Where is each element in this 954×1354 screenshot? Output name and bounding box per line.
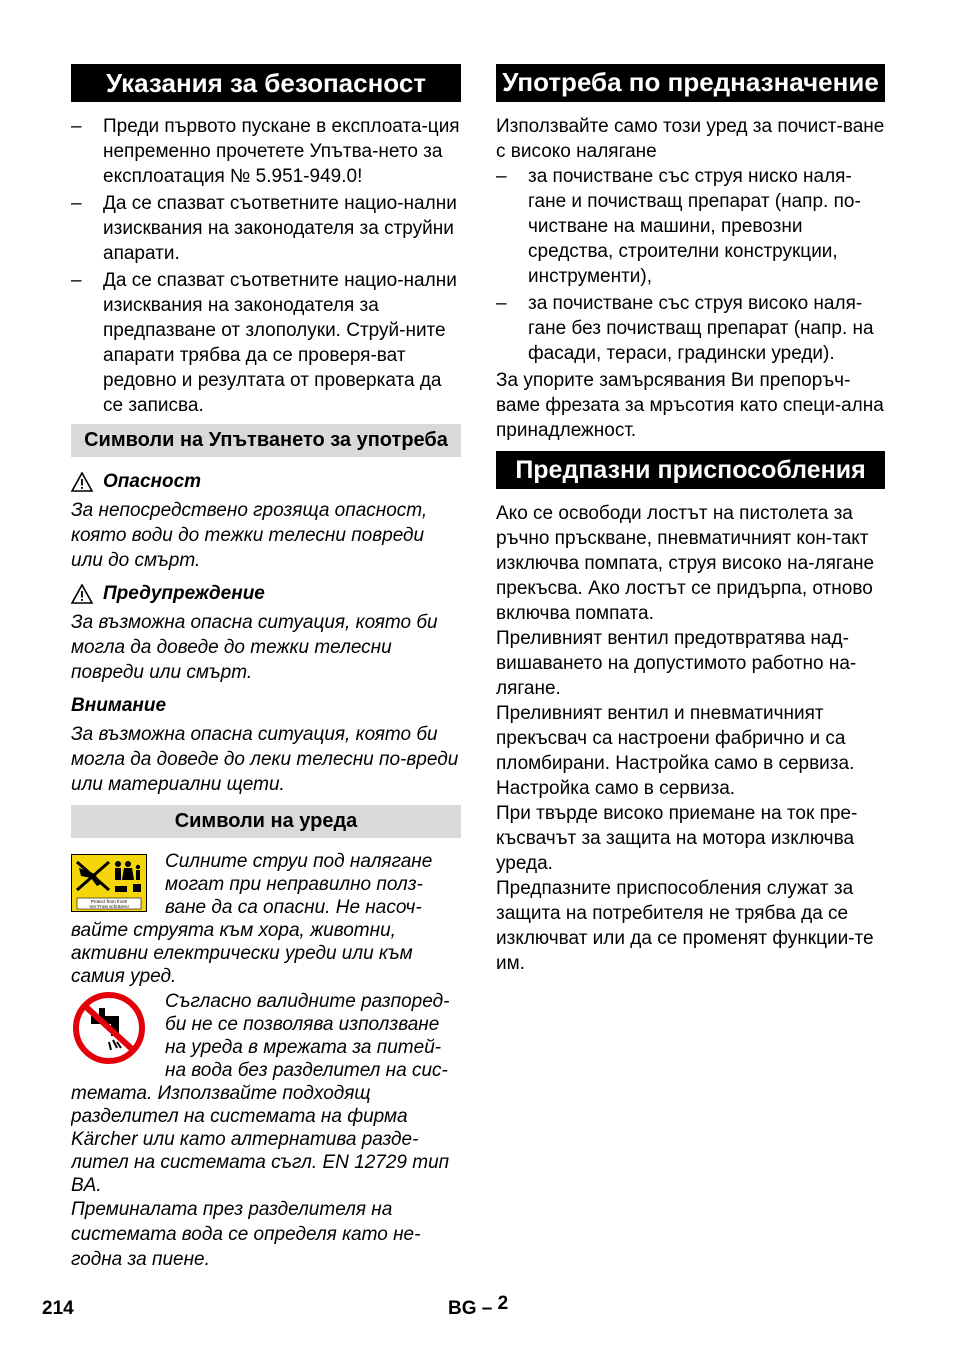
safety-devices-para-2: Преливният вентил предотвратява над-вишаването на допустимото работно на-лягане.: [496, 628, 857, 699]
warning-triangle-icon: [71, 472, 93, 492]
drinking-water-block: [71, 990, 461, 1272]
danger-text: За непосредствено грозяща опасност, която води до тежки телесни повреди или до смърт.: [71, 500, 428, 571]
jet-warning-text: Силните струи под налягане могат при неправилно полз-ване да са опасни. Не насоч-вайте струята към хора, животни, активни електрически уреди или към самия уред.: [71, 851, 433, 987]
safety-devices-para-3: Преливният вентил и пневматичният прекъсвач са настроени фабрично и са пломбирани. Настройка само в сервиза. Настройка само в сервиза.: [496, 703, 855, 799]
list-item: – Да се спазват съответните нацио-нални изисквания на законодателя за струйни апарати.: [71, 193, 457, 264]
manual-symbols-heading: Символи на Упътването за употреба: [71, 424, 461, 457]
list-item: – Да се спазват съответните нацио-нални изисквания на законодателя за предпазване от злополуки. Струй-ните апарати трябва да се проверя-ват редовно и резултата от проверката да се записва.: [71, 270, 457, 416]
lang-dash: –: [481, 1298, 493, 1319]
danger-label: Опасност: [103, 471, 202, 492]
footer-lang: [448, 1293, 509, 1320]
no-spray-at-people-icon: [71, 854, 147, 912]
sub-page-number: 2: [497, 1293, 509, 1314]
danger-heading: [71, 469, 461, 494]
warning-text: За възможна опасна ситуация, която би могла да доведе до тежки телесни повреди или смърт.: [71, 612, 438, 683]
dash-icon: –: [71, 270, 82, 291]
warning-heading: [71, 581, 461, 606]
page-number: 214: [42, 1298, 74, 1319]
lang-code: BG: [448, 1298, 477, 1319]
caution-heading: [71, 693, 461, 718]
safety-instructions-heading: Указания за безопасност: [71, 64, 461, 102]
right-column: [496, 64, 885, 976]
caution-label: Внимание: [71, 695, 167, 716]
intended-use-intro: Използвайте само този уред за почист-ване с високо налягане: [496, 116, 885, 162]
dash-icon: –: [496, 166, 507, 187]
no-drinking-water-connection-icon: [71, 990, 147, 1066]
list-item: – Преди първото пускане в експлоата-ция непременно прочетете Упътва-нето за експлоатация № 5.951-949.0!: [71, 116, 460, 187]
left-column: [71, 64, 461, 1272]
device-symbols-heading: Символи на уреда: [71, 805, 461, 838]
list-item: – за почистване със струя високо наля-гане без почистващ препарат (напр. на фасади, тераси, градински уреди).: [496, 293, 874, 364]
list-item: – за почистване със струя ниско наля-гане и почистващ препарат (напр. по-чистване на машини, превозни средства, строителни конструкции, инструменти),: [496, 166, 861, 287]
warning-label: Предупреждение: [103, 583, 265, 604]
drinking-water-text: Съгласно валидните разпоред-би не се позволява използване на уреда в мрежата за питей-на вода без разделител на сис-темата. Използвайте подходящ разделител на системата на фирма Kärcher или като алтернатива разде-лител на системата съгл. EN 12729 тип BA.: [71, 991, 450, 1196]
intended-use-outro: За упорите замърсявания Ви препоръч-ваме фрезата за мръсотия като специ-ална принадлежност.: [496, 370, 884, 441]
dash-icon: –: [496, 293, 507, 314]
warning-triangle-icon: [71, 584, 93, 604]
intended-use-bullet-list: [496, 164, 885, 366]
safety-devices-heading: Предпазни приспособления: [496, 451, 885, 489]
safety-devices-para-5: Предпазните приспособления служат за защита на потребителя не трябва да се изключват или да се променят функции-те им.: [496, 878, 874, 974]
safety-devices-para-4: При твърде високо приемане на ток пре-късвачът за защита на мотора изключва уреда.: [496, 803, 858, 874]
safety-bullet-list: [71, 114, 461, 418]
safety-devices-para-1: Ако се освободи лостът на пистолета за ръчно пръскване, пневматичният кон-такт изключва помпата, струя високо на-лягане прекъсва. Ако лостът се придърпа, отново включва помпата.: [496, 503, 875, 624]
frost-label-2: Vor Frost schützen!: [89, 904, 129, 909]
intended-use-heading: Употреба по предназначение: [496, 64, 885, 102]
caution-text: За възможна опасна ситуация, която би могла да доведе до леки телесни по-вреди или материални щети.: [71, 724, 459, 795]
drinking-water-text-2: Преминалата през разделителя на системата вода се определя като не-годна за пиене.: [71, 1199, 421, 1270]
frost-label-1: Protect from frost!: [90, 899, 128, 904]
dash-icon: –: [71, 116, 82, 137]
jet-warning-block: [71, 850, 461, 988]
dash-icon: –: [71, 193, 82, 214]
